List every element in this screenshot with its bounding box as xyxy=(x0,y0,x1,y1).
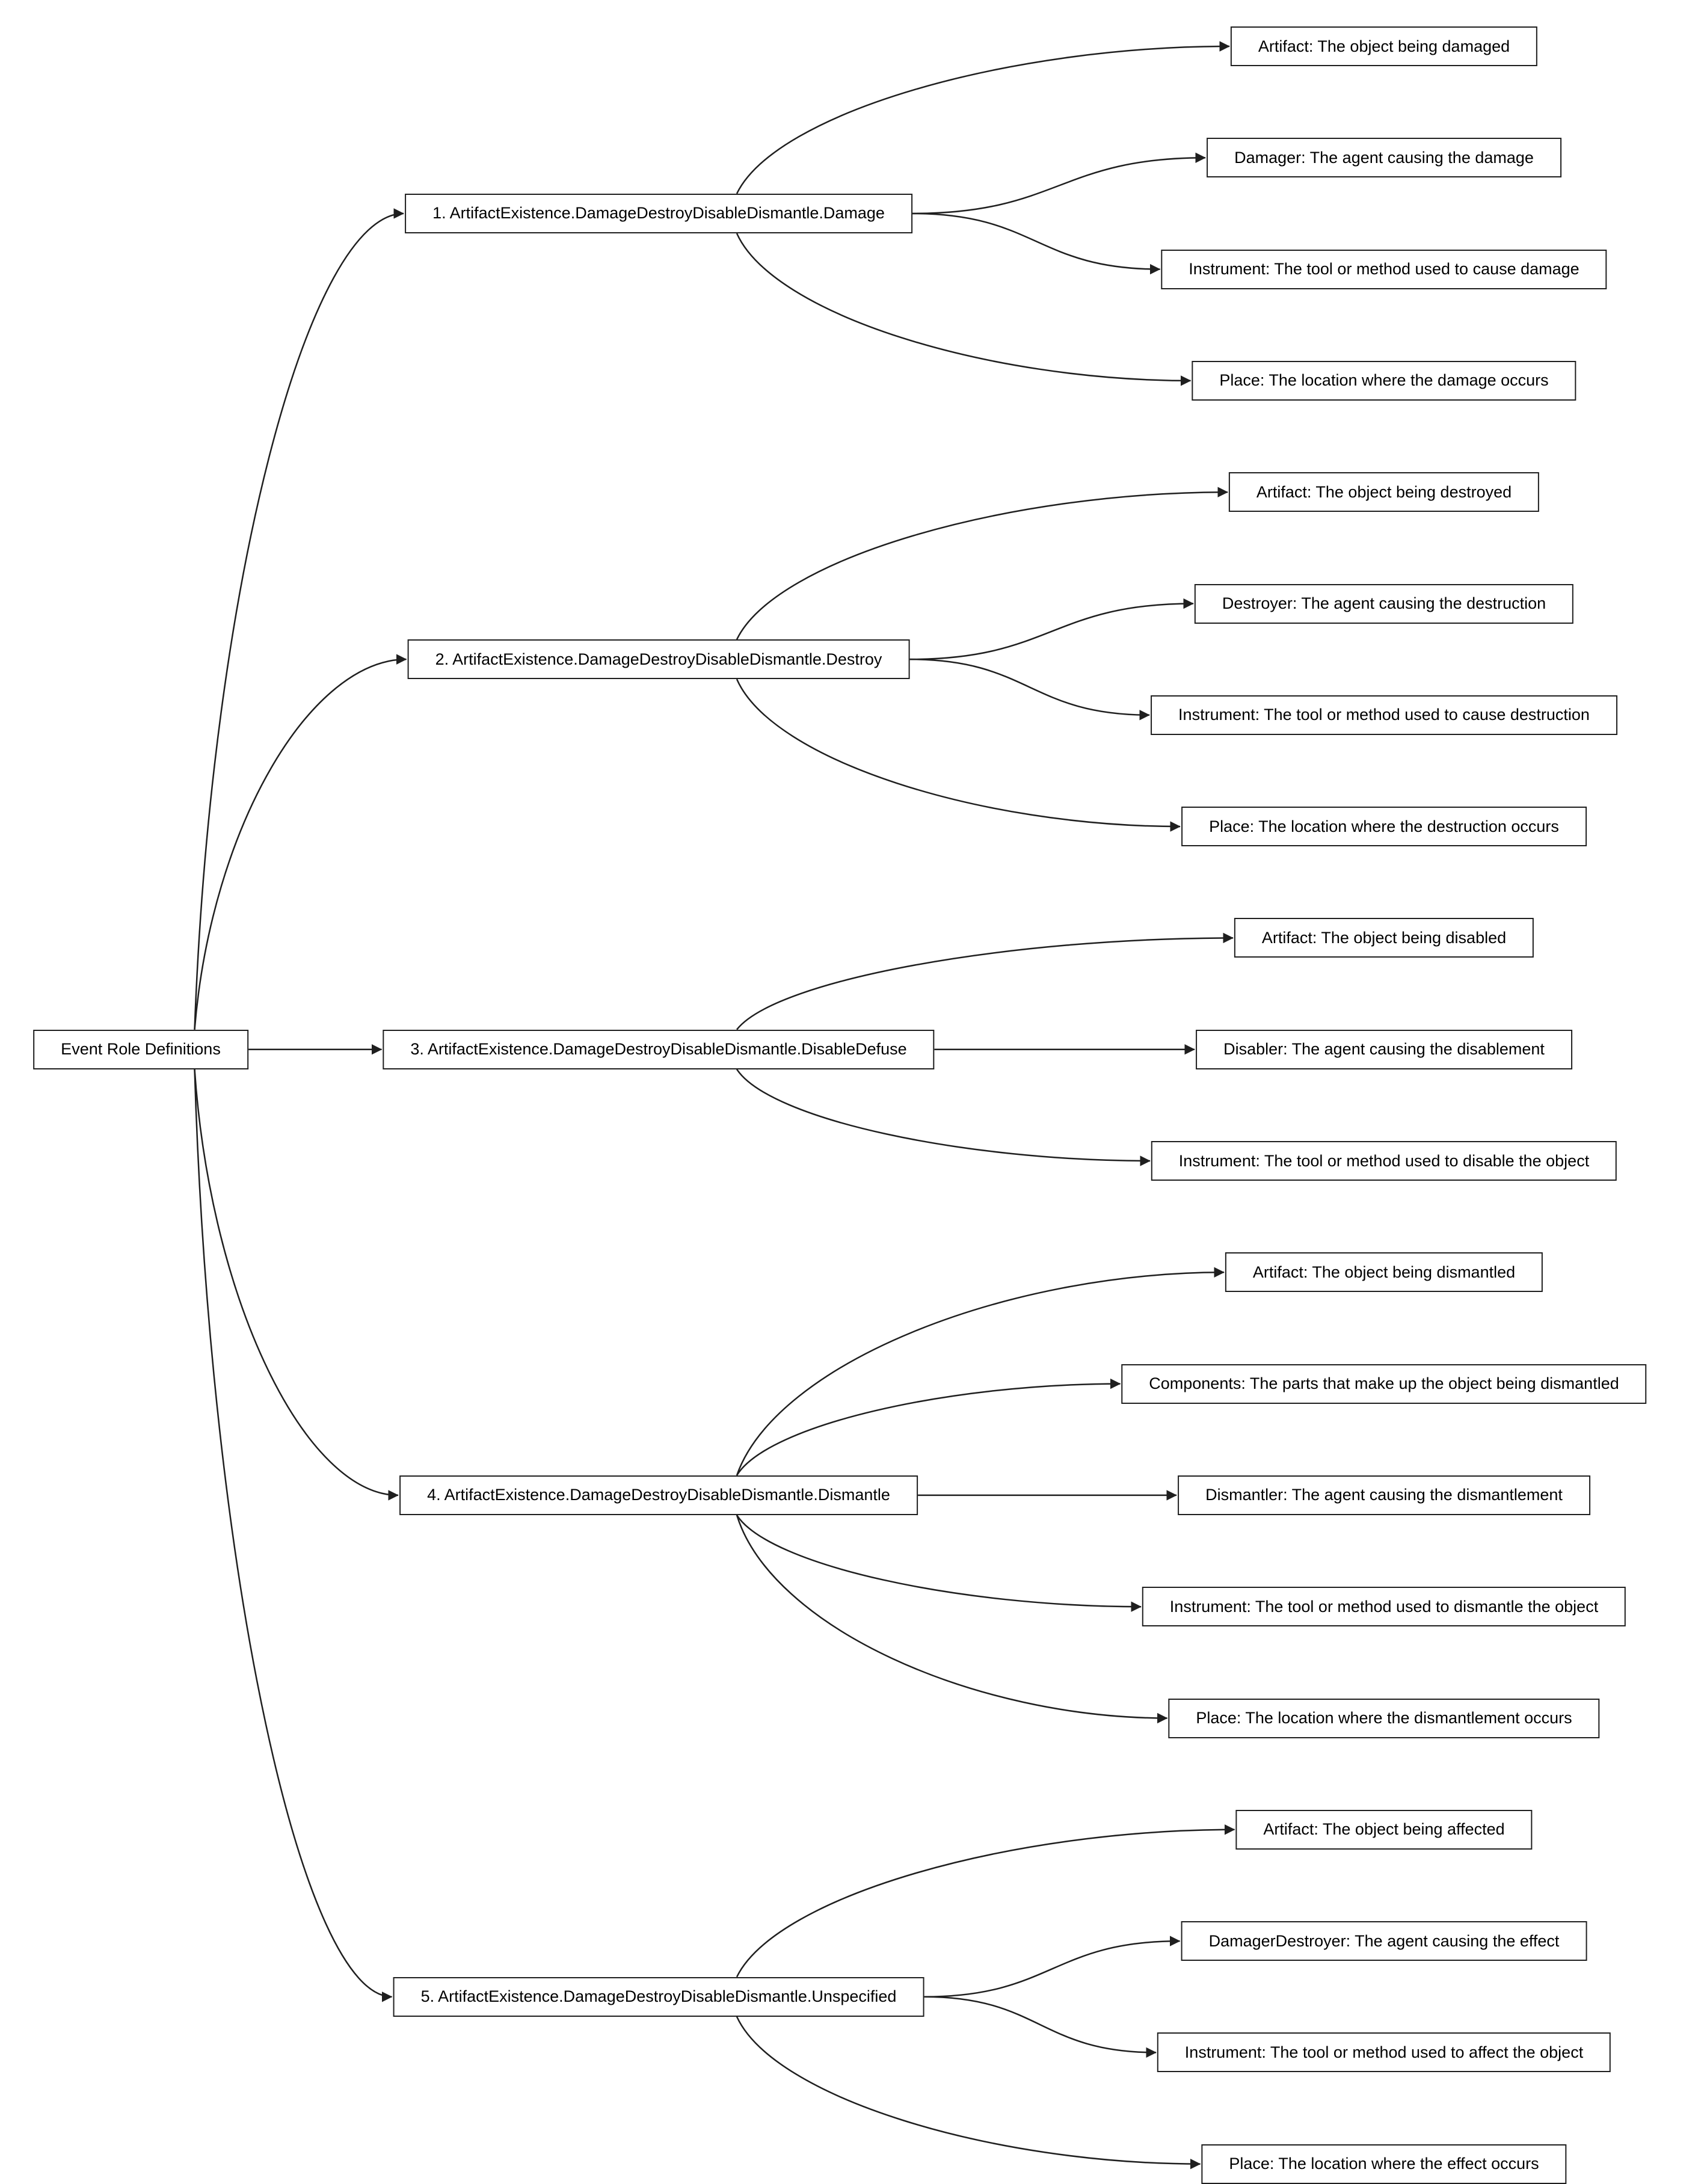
edge-arrow xyxy=(737,233,1191,381)
node-label: Instrument: The tool or method used to cause destruction xyxy=(1178,706,1590,724)
node-label: Destroyer: The agent causing the destruction xyxy=(1222,594,1546,612)
node-label: Place: The location where the dismantlement occurs xyxy=(1196,1709,1572,1727)
diagram-node-role-1-3 xyxy=(1161,250,1607,289)
node-label: DamagerDestroyer: The agent causing the effect xyxy=(1208,1931,1560,1950)
node-label: 1. ArtifactExistence.DamageDestroyDisableDismantle.Damage xyxy=(432,204,885,223)
diagram-node-role-1-1 xyxy=(1231,26,1537,66)
node-label: 3. ArtifactExistence.DamageDestroyDisableDismantle.DisableDefuse xyxy=(410,1040,907,1059)
diagram-node-role-2-1 xyxy=(1229,472,1539,512)
diagram-node-event-4 xyxy=(399,1475,918,1515)
edge-arrow xyxy=(195,1069,392,1997)
diagram-node-role-2-3 xyxy=(1151,695,1617,735)
diagram-node-role-1-4 xyxy=(1192,361,1576,401)
node-label: Artifact: The object being dismantled xyxy=(1252,1263,1516,1281)
diagram-node-role-5-3 xyxy=(1157,2032,1611,2072)
node-label: Instrument: The tool or method used to cause damage xyxy=(1189,260,1579,278)
diagram-node-event-5 xyxy=(393,1977,924,2017)
edge-arrow xyxy=(195,659,407,1030)
edge-arrow xyxy=(924,1997,1157,2053)
diagram-node-role-4-3 xyxy=(1178,1475,1590,1515)
node-label: Place: The location where the destruction occurs xyxy=(1209,817,1559,835)
node-label: Artifact: The object being damaged xyxy=(1258,37,1510,55)
edge-arrow xyxy=(910,659,1150,715)
edge-arrow xyxy=(912,214,1160,269)
edge-arrow xyxy=(195,1069,399,1495)
edge-arrow xyxy=(910,604,1194,660)
node-label: Components: The parts that make up the object being dismantled xyxy=(1149,1374,1619,1393)
edge-arrow xyxy=(737,1515,1141,1607)
edge-arrow xyxy=(737,492,1228,639)
node-label: Disabler: The agent causing the disablement xyxy=(1223,1040,1545,1059)
diagram-node-role-2-4 xyxy=(1181,807,1587,846)
edge-arrow xyxy=(737,1515,1167,1718)
node-label: Artifact: The object being disabled xyxy=(1261,928,1507,947)
diagram-node-role-2-2 xyxy=(1195,584,1573,624)
diagram-node-role-5-4 xyxy=(1201,2144,1566,2184)
diagram-node-role-3-1 xyxy=(1234,918,1534,958)
diagram-node-role-4-5 xyxy=(1168,1699,1599,1738)
node-label: Place: The location where the damage occurs xyxy=(1219,371,1549,390)
diagram-node-role-4-4 xyxy=(1142,1587,1626,1626)
edge-arrow xyxy=(737,46,1229,194)
node-label: 4. ArtifactExistence.DamageDestroyDisableDismantle.Dismantle xyxy=(427,1486,890,1504)
node-label: Event Role Definitions xyxy=(61,1040,221,1059)
node-label: Damager: The agent causing the damage xyxy=(1234,148,1534,167)
node-label: Instrument: The tool or method used to dismantle the object xyxy=(1169,1597,1599,1616)
edge-arrow xyxy=(737,938,1233,1029)
node-label: Instrument: The tool or method used to affect the object xyxy=(1184,2043,1584,2061)
node-label: Place: The location where the effect occurs xyxy=(1229,2155,1539,2173)
diagram-node-event-3 xyxy=(383,1030,934,1069)
edge-arrow xyxy=(737,1830,1235,1977)
node-label: Artifact: The object being destroyed xyxy=(1256,482,1512,501)
diagram-node-role-4-1 xyxy=(1225,1252,1543,1292)
edge-arrow xyxy=(737,1384,1121,1475)
edge-arrow xyxy=(195,214,404,1030)
diagram-node-role-3-3 xyxy=(1151,1141,1617,1181)
edge-arrow xyxy=(737,1069,1150,1161)
diagram-node-role-5-1 xyxy=(1235,1810,1532,1850)
diagram-node-event-2 xyxy=(408,639,910,679)
edge-arrow xyxy=(737,679,1180,826)
diagram-node-role-5-2 xyxy=(1181,1921,1587,1961)
edge-arrow xyxy=(924,1941,1180,1997)
node-label: 5. ArtifactExistence.DamageDestroyDisableDismantle.Unspecified xyxy=(420,1987,897,2006)
diagram-node-role-1-2 xyxy=(1207,138,1561,177)
edge-arrow xyxy=(737,2017,1201,2164)
edge-arrow xyxy=(912,158,1205,214)
diagram-node-role-3-2 xyxy=(1196,1030,1572,1069)
node-label: Instrument: The tool or method used to disable the object xyxy=(1178,1151,1590,1170)
diagram-node-role-4-2 xyxy=(1121,1364,1646,1404)
node-label: Dismantler: The agent causing the dismantlement xyxy=(1205,1486,1563,1504)
node-label: Artifact: The object being affected xyxy=(1263,1820,1505,1839)
diagram-node-event-1 xyxy=(405,194,912,233)
diagram-node-root xyxy=(33,1030,248,1069)
node-label: 2. ArtifactExistence.DamageDestroyDisableDismantle.Destroy xyxy=(435,650,882,668)
